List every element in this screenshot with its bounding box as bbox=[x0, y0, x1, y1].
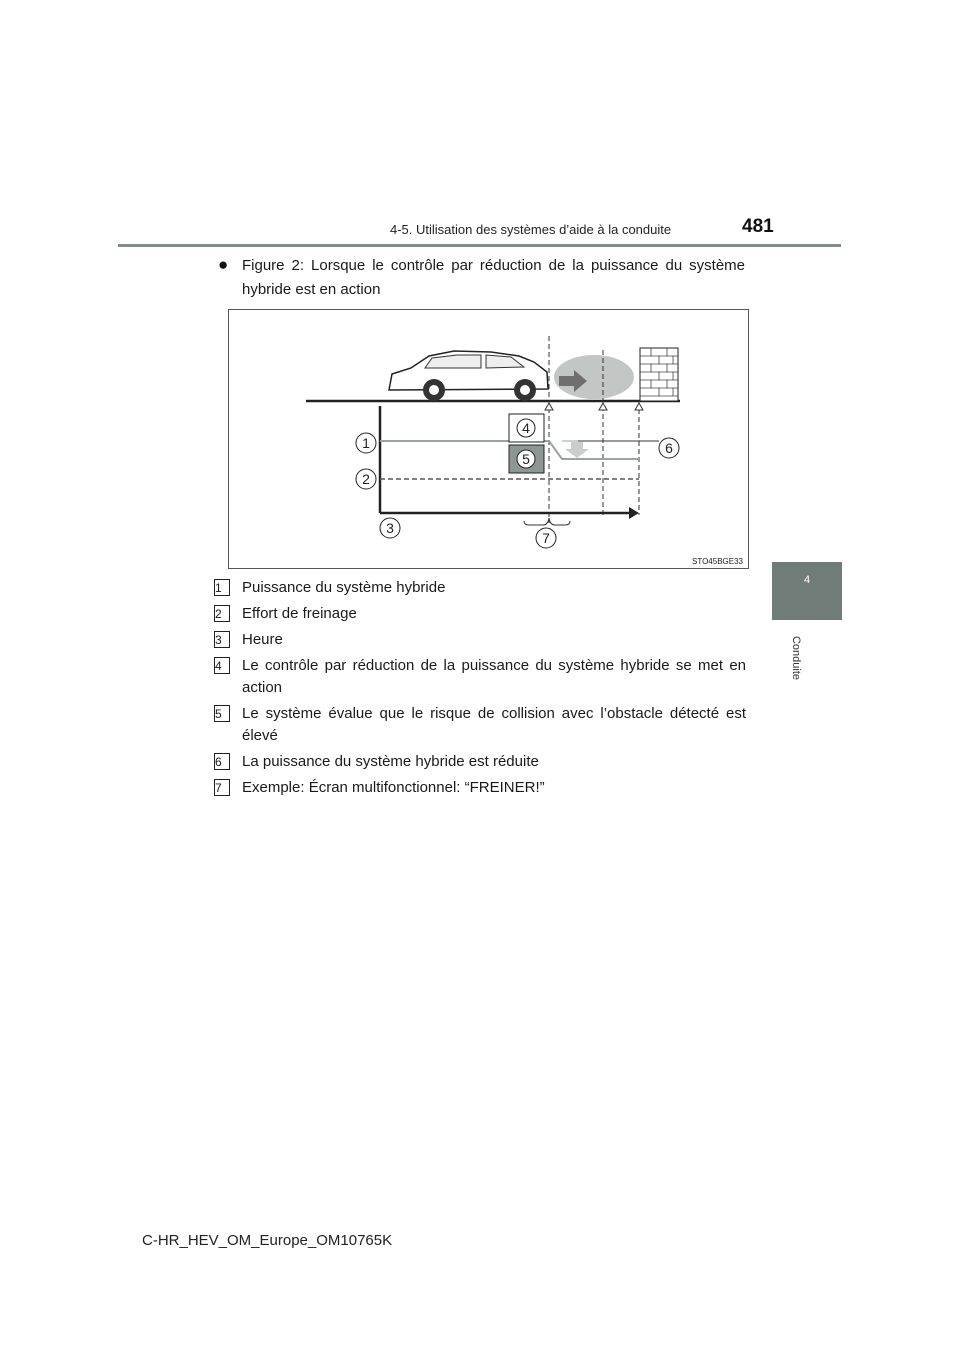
figure-legend bbox=[214, 577, 746, 803]
bracket-7 bbox=[524, 518, 570, 525]
legend-number: 1 bbox=[214, 579, 230, 596]
legend-text: Puissance du système hybride bbox=[242, 579, 446, 596]
legend-number: 2 bbox=[214, 605, 230, 622]
legend-text: Effort de freinage bbox=[242, 605, 357, 622]
legend-item bbox=[214, 751, 746, 773]
callout-2: 2 bbox=[362, 471, 370, 487]
figure-code: STO45BGE33 bbox=[692, 557, 743, 566]
callout-3: 3 bbox=[386, 520, 394, 536]
legend-number: 6 bbox=[214, 753, 230, 770]
car-icon bbox=[389, 351, 548, 401]
figure-diagram bbox=[229, 310, 748, 568]
legend-number: 4 bbox=[214, 657, 230, 674]
marker-triangles bbox=[545, 403, 643, 410]
legend-number: 5 bbox=[214, 705, 230, 722]
callout-5: 5 bbox=[522, 451, 530, 467]
legend-text: Le système évalue que le risque de collision avec l’obstacle détecté est élevé bbox=[242, 705, 746, 744]
callout-6: 6 bbox=[665, 440, 673, 456]
document-id: C-HR_HEV_OM_Europe_OM10765K bbox=[142, 1232, 393, 1249]
header-rule bbox=[118, 244, 841, 247]
legend-text: Heure bbox=[242, 631, 283, 648]
legend-item bbox=[214, 703, 746, 747]
chapter-tab bbox=[772, 562, 842, 620]
legend-text: Le contrôle par réduction de la puissance du système hybride se met en action bbox=[242, 657, 746, 696]
chapter-number: 4 bbox=[803, 574, 811, 586]
callout-7: 7 bbox=[542, 530, 550, 546]
legend-item bbox=[214, 577, 746, 599]
legend-item bbox=[214, 629, 746, 651]
chapter-title: Conduite bbox=[790, 635, 802, 681]
bullet-text: Figure 2: Lorsque le contrôle par réduction de la puissance du système hybride est en action bbox=[242, 257, 745, 298]
x-axis-arrow bbox=[629, 507, 639, 519]
callout-4: 4 bbox=[522, 420, 530, 436]
legend-item bbox=[214, 603, 746, 625]
wall-icon bbox=[640, 348, 678, 401]
legend-item bbox=[214, 655, 746, 699]
legend-number: 7 bbox=[214, 779, 230, 796]
reduction-arrow bbox=[565, 442, 589, 458]
bullet-icon: ● bbox=[218, 255, 229, 274]
section-title: 4-5. Utilisation des systèmes d’aide à la conduite bbox=[390, 222, 672, 237]
callout-1: 1 bbox=[362, 435, 370, 451]
figure-frame bbox=[228, 309, 749, 569]
legend-text: La puissance du système hybride est réduite bbox=[242, 753, 539, 770]
legend-text: Exemple: Écran multifonctionnel: “FREINER!” bbox=[242, 779, 545, 796]
legend-number: 3 bbox=[214, 631, 230, 648]
page-number: 481 bbox=[742, 216, 774, 237]
legend-item bbox=[214, 777, 746, 799]
